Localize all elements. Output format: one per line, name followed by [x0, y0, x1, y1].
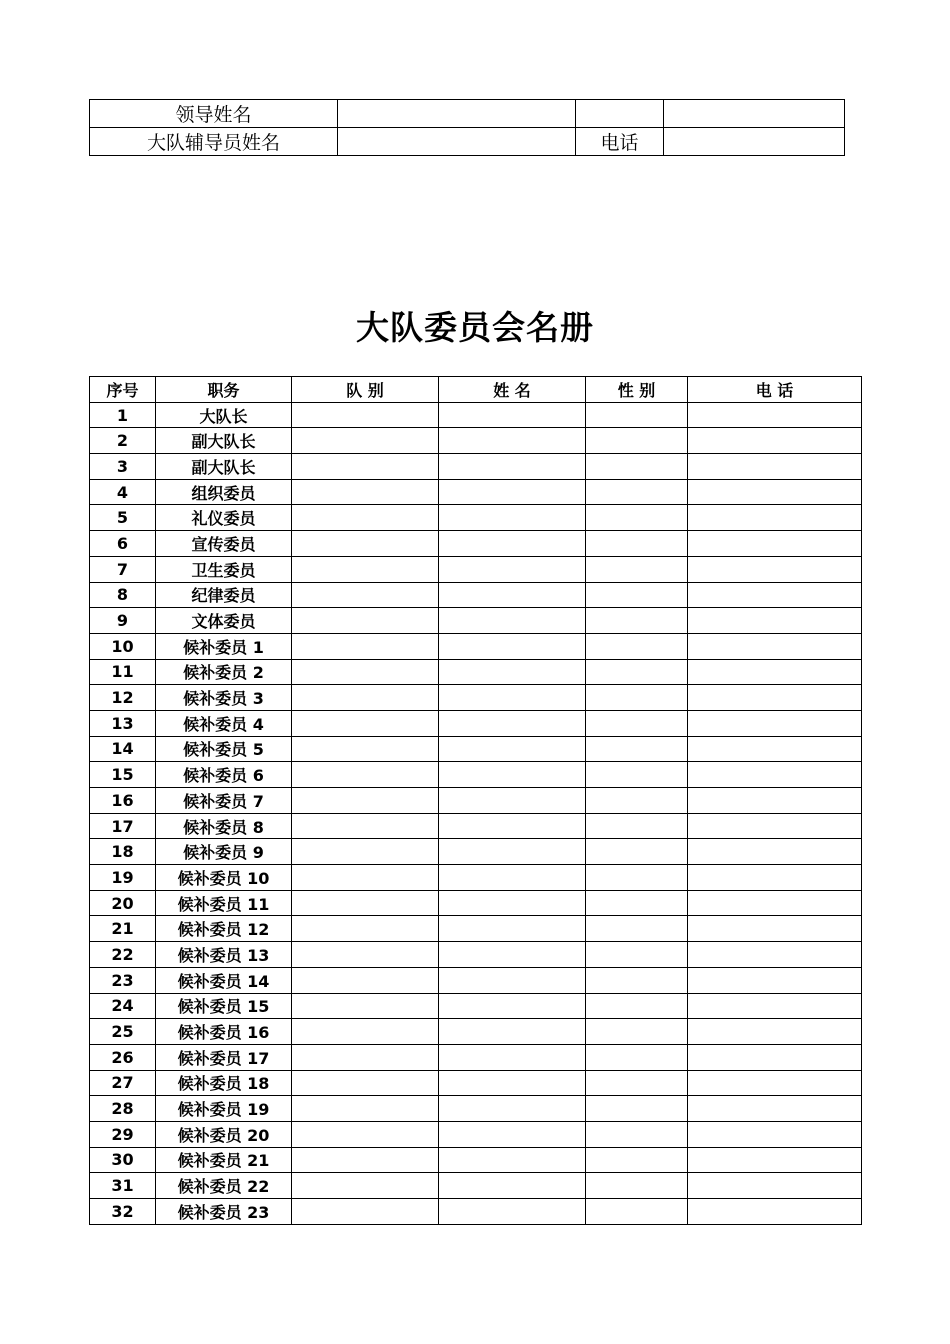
row-phone-field[interactable]: [688, 1019, 862, 1045]
row-name-field[interactable]: [439, 1044, 586, 1070]
row-number: 14: [90, 736, 156, 762]
row-name-field[interactable]: [439, 813, 586, 839]
row-role: 候补委员 13: [156, 942, 292, 968]
row-role: 候补委员 10: [156, 865, 292, 891]
row-name-field[interactable]: [439, 608, 586, 634]
row-number: 26: [90, 1044, 156, 1070]
row-phone-field[interactable]: [688, 788, 862, 814]
row-name-field[interactable]: [439, 1173, 586, 1199]
row-gender-field[interactable]: [586, 1070, 688, 1096]
row-phone-field[interactable]: [688, 608, 862, 634]
row-squad-field[interactable]: [292, 788, 439, 814]
row-squad-field[interactable]: [292, 505, 439, 531]
row-phone-field[interactable]: [688, 556, 862, 582]
row-number: 17: [90, 813, 156, 839]
roster-table: [89, 376, 862, 1225]
row-name-field[interactable]: [439, 454, 586, 480]
row-role: 候补委员 20: [156, 1121, 292, 1147]
row-name-field[interactable]: [439, 710, 586, 736]
table-row: [90, 993, 862, 1019]
row-number: 6: [90, 531, 156, 557]
row-gender-field[interactable]: [586, 582, 688, 608]
table-row: [90, 685, 862, 711]
row-number: 19: [90, 865, 156, 891]
row-name-field[interactable]: [439, 890, 586, 916]
header-squad: 队 别: [292, 377, 439, 403]
row-gender-field[interactable]: [586, 710, 688, 736]
table-row: [90, 1019, 862, 1045]
row-squad-field[interactable]: [292, 762, 439, 788]
row-number: 9: [90, 608, 156, 634]
row-squad-field[interactable]: [292, 479, 439, 505]
row-gender-field[interactable]: [586, 839, 688, 865]
row-phone-field[interactable]: [688, 1173, 862, 1199]
row-squad-field[interactable]: [292, 710, 439, 736]
row-number: 10: [90, 633, 156, 659]
row-number: 4: [90, 479, 156, 505]
table-row: [90, 916, 862, 942]
row-gender-field[interactable]: [586, 890, 688, 916]
row-gender-field[interactable]: [586, 454, 688, 480]
row-squad-field[interactable]: [292, 1044, 439, 1070]
row-gender-field[interactable]: [586, 1121, 688, 1147]
counselor-row: [90, 128, 845, 156]
header-phone: 电 话: [688, 377, 862, 403]
row-number: 16: [90, 788, 156, 814]
table-row: [90, 839, 862, 865]
row-gender-field[interactable]: [586, 1044, 688, 1070]
row-phone-field[interactable]: [688, 1121, 862, 1147]
row-phone-field[interactable]: [688, 402, 862, 428]
row-phone-field[interactable]: [688, 1147, 862, 1173]
row-name-field[interactable]: [439, 402, 586, 428]
row-phone-field[interactable]: [688, 505, 862, 531]
row-gender-field[interactable]: [586, 1173, 688, 1199]
row-gender-field[interactable]: [586, 813, 688, 839]
row-squad-field[interactable]: [292, 531, 439, 557]
row-squad-field[interactable]: [292, 813, 439, 839]
row-gender-field[interactable]: [586, 736, 688, 762]
row-role: 候补委员 17: [156, 1044, 292, 1070]
row-squad-field[interactable]: [292, 633, 439, 659]
row-name-field[interactable]: [439, 762, 586, 788]
row-squad-field[interactable]: [292, 428, 439, 454]
row-name-field[interactable]: [439, 967, 586, 993]
row-role: 候补委员 5: [156, 736, 292, 762]
table-row: [90, 454, 862, 480]
row-phone-field[interactable]: [688, 710, 862, 736]
row-name-field[interactable]: [439, 993, 586, 1019]
row-role: 礼仪委员: [156, 505, 292, 531]
table-row: [90, 428, 862, 454]
row-gender-field[interactable]: [586, 916, 688, 942]
table-row: [90, 633, 862, 659]
row-gender-field[interactable]: [586, 685, 688, 711]
row-name-field[interactable]: [439, 505, 586, 531]
row-number: 23: [90, 967, 156, 993]
row-phone-field[interactable]: [688, 1044, 862, 1070]
row-number: 7: [90, 556, 156, 582]
row-name-field[interactable]: [439, 1019, 586, 1045]
row-gender-field[interactable]: [586, 1096, 688, 1122]
row-name-field[interactable]: [439, 1070, 586, 1096]
row-role: 卫生委员: [156, 556, 292, 582]
row-name-field[interactable]: [439, 839, 586, 865]
row-squad-field[interactable]: [292, 890, 439, 916]
row-squad-field[interactable]: [292, 659, 439, 685]
table-row: [90, 479, 862, 505]
row-phone-field[interactable]: [688, 993, 862, 1019]
table-row: [90, 865, 862, 891]
row-phone-field[interactable]: [688, 428, 862, 454]
row-squad-field[interactable]: [292, 1173, 439, 1199]
row-role: 候补委员 15: [156, 993, 292, 1019]
row-number: 8: [90, 582, 156, 608]
row-squad-field[interactable]: [292, 1147, 439, 1173]
row-squad-field[interactable]: [292, 1121, 439, 1147]
row-number: 32: [90, 1199, 156, 1225]
table-row: [90, 1147, 862, 1173]
header-role: 职务: [156, 377, 292, 403]
row-role: 候补委员 8: [156, 813, 292, 839]
table-row: [90, 556, 862, 582]
leader-name-label: 领导姓名: [90, 100, 338, 128]
row-name-field[interactable]: [439, 788, 586, 814]
row-phone-field[interactable]: [688, 890, 862, 916]
row-role: 候补委员 23: [156, 1199, 292, 1225]
row-squad-field[interactable]: [292, 1070, 439, 1096]
table-row: [90, 402, 862, 428]
row-number: 31: [90, 1173, 156, 1199]
row-name-field[interactable]: [439, 1147, 586, 1173]
row-role: 候补委员 11: [156, 890, 292, 916]
row-role: 候补委员 19: [156, 1096, 292, 1122]
row-gender-field[interactable]: [586, 762, 688, 788]
row-name-field[interactable]: [439, 531, 586, 557]
row-gender-field[interactable]: [586, 633, 688, 659]
row-gender-field[interactable]: [586, 967, 688, 993]
table-row: [90, 890, 862, 916]
table-row: [90, 1173, 862, 1199]
header-number: 序号: [90, 377, 156, 403]
row-role: 候补委员 21: [156, 1147, 292, 1173]
header-gender: 性 别: [586, 377, 688, 403]
row-name-field[interactable]: [439, 582, 586, 608]
row-number: 25: [90, 1019, 156, 1045]
row-role: 候补委员 3: [156, 685, 292, 711]
row-number: 28: [90, 1096, 156, 1122]
row-phone-field[interactable]: [688, 1199, 862, 1225]
header-name: 姓 名: [439, 377, 586, 403]
row-phone-field[interactable]: [688, 839, 862, 865]
row-number: 11: [90, 659, 156, 685]
row-phone-field[interactable]: [688, 916, 862, 942]
row-number: 21: [90, 916, 156, 942]
row-squad-field[interactable]: [292, 736, 439, 762]
row-number: 27: [90, 1070, 156, 1096]
row-phone-field[interactable]: [688, 659, 862, 685]
row-number: 18: [90, 839, 156, 865]
row-name-field[interactable]: [439, 633, 586, 659]
row-gender-field[interactable]: [586, 1147, 688, 1173]
table-row: [90, 967, 862, 993]
row-role: 候补委员 6: [156, 762, 292, 788]
row-role: 候补委员 22: [156, 1173, 292, 1199]
row-name-field[interactable]: [439, 1121, 586, 1147]
row-squad-field[interactable]: [292, 454, 439, 480]
phone-field[interactable]: [664, 128, 845, 156]
row-phone-field[interactable]: [688, 736, 862, 762]
page-title: 大队委员会名册: [356, 308, 594, 347]
table-row: [90, 1096, 862, 1122]
row-number: 15: [90, 762, 156, 788]
row-squad-field[interactable]: [292, 993, 439, 1019]
row-gender-field[interactable]: [586, 865, 688, 891]
table-row: [90, 736, 862, 762]
row-name-field[interactable]: [439, 916, 586, 942]
blank-field-cell[interactable]: [664, 100, 845, 128]
leader-row: [90, 100, 845, 128]
table-row: [90, 762, 862, 788]
row-name-field[interactable]: [439, 736, 586, 762]
row-role: 大队长: [156, 402, 292, 428]
row-number: 20: [90, 890, 156, 916]
row-name-field[interactable]: [439, 1199, 586, 1225]
row-squad-field[interactable]: [292, 916, 439, 942]
table-row: [90, 659, 862, 685]
row-phone-field[interactable]: [688, 633, 862, 659]
row-squad-field[interactable]: [292, 1019, 439, 1045]
row-phone-field[interactable]: [688, 967, 862, 993]
row-gender-field[interactable]: [586, 942, 688, 968]
leader-name-field[interactable]: [338, 100, 576, 128]
row-role: 候补委员 18: [156, 1070, 292, 1096]
row-role: 文体委员: [156, 608, 292, 634]
row-phone-field[interactable]: [688, 531, 862, 557]
row-role: 候补委员 1: [156, 633, 292, 659]
row-name-field[interactable]: [439, 556, 586, 582]
row-role: 副大队长: [156, 454, 292, 480]
table-row: [90, 1199, 862, 1225]
row-gender-field[interactable]: [586, 659, 688, 685]
phone-label: 电话: [576, 128, 664, 156]
table-header-row: [90, 377, 862, 403]
row-number: 13: [90, 710, 156, 736]
row-role: 候补委员 16: [156, 1019, 292, 1045]
row-squad-field[interactable]: [292, 1096, 439, 1122]
row-role: 纪律委员: [156, 582, 292, 608]
row-role: 候补委员 14: [156, 967, 292, 993]
row-phone-field[interactable]: [688, 685, 862, 711]
row-number: 2: [90, 428, 156, 454]
leader-info-table: [89, 99, 845, 156]
counselor-name-label: 大队辅导员姓名: [90, 128, 338, 156]
row-gender-field[interactable]: [586, 531, 688, 557]
row-name-field[interactable]: [439, 479, 586, 505]
row-gender-field[interactable]: [586, 556, 688, 582]
table-row: [90, 813, 862, 839]
row-number: 3: [90, 454, 156, 480]
row-squad-field[interactable]: [292, 685, 439, 711]
row-phone-field[interactable]: [688, 1096, 862, 1122]
row-squad-field[interactable]: [292, 942, 439, 968]
row-number: 29: [90, 1121, 156, 1147]
row-number: 12: [90, 685, 156, 711]
row-squad-field[interactable]: [292, 402, 439, 428]
counselor-name-field[interactable]: [338, 128, 576, 156]
row-gender-field[interactable]: [586, 788, 688, 814]
row-role: 候补委员 4: [156, 710, 292, 736]
row-gender-field[interactable]: [586, 428, 688, 454]
row-name-field[interactable]: [439, 659, 586, 685]
blank-label-cell: [576, 100, 664, 128]
table-row: [90, 505, 862, 531]
row-squad-field[interactable]: [292, 582, 439, 608]
row-phone-field[interactable]: [688, 865, 862, 891]
row-name-field[interactable]: [439, 1096, 586, 1122]
table-row: [90, 608, 862, 634]
row-number: 1: [90, 402, 156, 428]
row-name-field[interactable]: [439, 685, 586, 711]
row-role: 候补委员 12: [156, 916, 292, 942]
row-role: 候补委员 9: [156, 839, 292, 865]
table-row: [90, 942, 862, 968]
row-phone-field[interactable]: [688, 479, 862, 505]
table-row: [90, 710, 862, 736]
row-squad-field[interactable]: [292, 839, 439, 865]
row-name-field[interactable]: [439, 865, 586, 891]
row-number: 5: [90, 505, 156, 531]
row-number: 30: [90, 1147, 156, 1173]
row-phone-field[interactable]: [688, 813, 862, 839]
row-phone-field[interactable]: [688, 1070, 862, 1096]
row-role: 宣传委员: [156, 531, 292, 557]
row-name-field[interactable]: [439, 428, 586, 454]
row-squad-field[interactable]: [292, 556, 439, 582]
row-number: 22: [90, 942, 156, 968]
row-phone-field[interactable]: [688, 454, 862, 480]
row-phone-field[interactable]: [688, 582, 862, 608]
row-phone-field[interactable]: [688, 762, 862, 788]
table-row: [90, 788, 862, 814]
row-role: 副大队长: [156, 428, 292, 454]
row-phone-field[interactable]: [688, 942, 862, 968]
row-squad-field[interactable]: [292, 967, 439, 993]
row-squad-field[interactable]: [292, 865, 439, 891]
row-squad-field[interactable]: [292, 1199, 439, 1225]
table-row: [90, 1044, 862, 1070]
row-role: 组织委员: [156, 479, 292, 505]
row-gender-field[interactable]: [586, 608, 688, 634]
row-role: 候补委员 2: [156, 659, 292, 685]
row-role: 候补委员 7: [156, 788, 292, 814]
row-squad-field[interactable]: [292, 608, 439, 634]
row-gender-field[interactable]: [586, 1019, 688, 1045]
row-gender-field[interactable]: [586, 993, 688, 1019]
row-gender-field[interactable]: [586, 479, 688, 505]
table-row: [90, 531, 862, 557]
row-name-field[interactable]: [439, 942, 586, 968]
row-gender-field[interactable]: [586, 505, 688, 531]
table-row: [90, 1121, 862, 1147]
table-row: [90, 582, 862, 608]
row-gender-field[interactable]: [586, 1199, 688, 1225]
row-number: 24: [90, 993, 156, 1019]
row-gender-field[interactable]: [586, 402, 688, 428]
table-row: [90, 1070, 862, 1096]
